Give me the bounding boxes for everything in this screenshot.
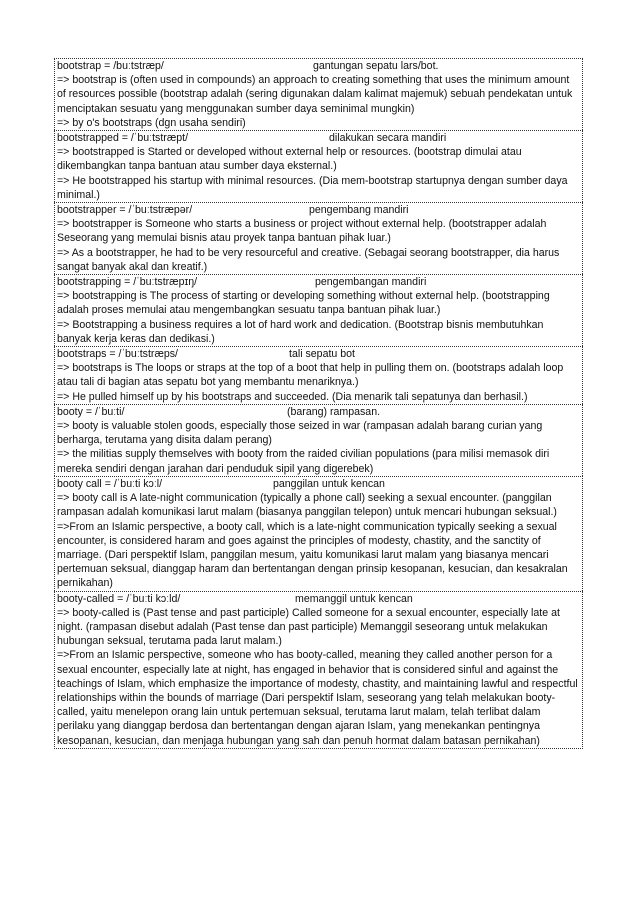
entry-term: booty call = /ˈbuːti kɔːl/ <box>57 477 163 490</box>
entry-booty-call <box>54 476 583 591</box>
entry-line: => He pulled himself up by his bootstraps and succeeded. (Dia menarik tali sepatunya dan berhasil.) <box>57 390 528 403</box>
entry-line: => booty call is A late-night communication (typically a phone call) seeking a sexual encounter. (panggilan rampasan adalah komunikasi larut malam (biasanya panggilan telepon) untuk mencari hubungan seksual.) <box>57 492 557 519</box>
entry-booty <box>54 404 583 476</box>
entry-line: => booty is valuable stolen goods, especially those seized in war (rampasan adalah barang curian yang berharga, terutama yang disita dalam perang) <box>57 420 543 447</box>
entry-header <box>57 203 580 217</box>
entry-bootstrapper <box>54 202 583 274</box>
entry-translation: panggilan untuk kencan <box>273 477 385 490</box>
entry-header <box>57 275 580 289</box>
entry-header <box>57 347 580 361</box>
entry-term: bootstrapping = /ˈbuːtstræpɪŋ/ <box>57 276 198 289</box>
entry-term: bootstrapper = /ˈbuːtstræpər/ <box>57 204 193 217</box>
entry-line: => Bootstrapping a business requires a lot of hard work and dedication. (Bootstrap bisnis membutuhkan banyak kerja keras dan dedikasi.) <box>57 318 544 345</box>
entry-line: => bootstraps is The loops or straps at the top of a boot that help in pulling them on. (bootstraps adalah loop atau tali di bagian atas sepatu bot yang membantu menariknya.) <box>57 362 564 389</box>
entry-line: =>From an Islamic perspective, someone who has booty-called, meaning they called another person for a sexual encounter, especially late at night, has engaged in behavior that is considered sinful and against the teachings of Islam, which emphasize the importance of modesty, chastity, and maintaining lawful and respectful relationships within the bounds of marriage (Dari perspektif Islam, seseorang yang telah melakukan booty-called, yaitu menelepon orang lain untuk pertemuan seksual, terutama larut malam, telah terlibat dalam perilaku yang dianggap berdosa dan bertentangan dengan ajaran Islam, yang menekankan pentingnya kesopanan, kesucian, dan menjaga hubungan yang sah dan penuh hormat dalam batasan pernikahan) <box>57 649 578 747</box>
entry-line: =>From an Islamic perspective, a booty call, which is a late-night communication typically seeking a sexual encounter, is considered haram and goes against the principles of modesty, chastity, and the sanctity of marriage. (Dari perspektif Islam, panggilan mesum, yaitu komunikasi larut malam yang biasanya mencari pertemuan seksual, dianggap haram dan bertentangan dengan prinsip kesopanan, kesucian, dan kesakralan pernikahan) <box>57 520 568 590</box>
entry-line: => bootstrapping is The process of starting or developing something without external help. (bootstrapping adalah proses memulai atau mengembangkan sesuatu tanpa bantuan pihak luar.) <box>57 290 550 317</box>
entry-bootstrap <box>54 58 583 130</box>
entry-translation: tali sepatu bot <box>289 348 355 361</box>
entry-translation: pengembangan mandiri <box>315 276 427 289</box>
entry-translation: (barang) rampasan. <box>287 405 381 418</box>
entry-line: => As a bootstrapper, he had to be very resourceful and creative. (Sebagai seorang bootstrapper, dia harus sangat banyak akal dan kreatif.) <box>57 246 560 273</box>
glossary-page <box>54 58 583 749</box>
entry-term: bootstrapped = /ˈbuːtstræpt/ <box>57 132 189 145</box>
entry-header <box>57 405 580 419</box>
entry-translation: dilakukan secara mandiri <box>329 132 447 145</box>
entry-line: => bootstrapped is Started or developed without external help or resources. (bootstrap dimulai atau dikembangkan tanpa bantuan atau sumber daya eksternal.) <box>57 146 522 173</box>
entry-term: bootstrap = /buːtstræp/ <box>57 60 164 72</box>
entry-booty-called <box>54 591 583 749</box>
entry-header <box>57 59 580 73</box>
entry-term: booty-called = /ˈbuːti kɔːld/ <box>57 592 181 605</box>
entry-line: => bootstrapper is Someone who starts a business or project without external help. (bootstrapper adalah Seseorang yang memulai bisnis atau proyek tanpa bantuan pihak luar.) <box>57 218 547 245</box>
entry-term: bootstraps = /ˈbuːtstræps/ <box>57 348 179 361</box>
entry-translation: pengembang mandiri <box>309 204 409 217</box>
entry-line: => booty-called is (Past tense and past participle) Called someone for a sexual encounter, especially late at night. (rampasan disebut adalah (Past tense dan past participle) Memanggil seseorang untuk melakukan hubungan seksual, terutama pada larut malam.) <box>57 606 560 648</box>
entry-translation: gantungan sepatu lars/bot. <box>313 60 439 72</box>
entry-bootstrapped <box>54 130 583 202</box>
entry-header <box>57 131 580 145</box>
entry-line: => by o's bootstraps (dgn usaha sendiri) <box>57 116 246 129</box>
entry-line: => bootstrap is (often used in compounds) an approach to creating something that uses the minimum amount of resources possible (bootstrap adalah (sering digunakan dalam kalimat majemuk) sebuah pendekatan untuk menciptakan sesuatu yang menggunakan sumber daya seminimal mungkin) <box>57 74 573 115</box>
entry-bootstrapping <box>54 274 583 346</box>
entry-translation: memanggil untuk kencan <box>295 592 413 605</box>
entry-header <box>57 477 580 491</box>
entry-header <box>57 592 580 606</box>
entry-line: => He bootstrapped his startup with minimal resources. (Dia mem-bootstrap startupnya dengan sumber daya minimal.) <box>57 174 568 201</box>
entry-bootstraps <box>54 346 583 404</box>
entry-line: => the militias supply themselves with booty from the raided civilian populations (para milisi memasok diri mereka sendiri dengan jarahan dari penduduk sipil yang digerebek) <box>57 448 550 475</box>
entry-term: booty = /ˈbuːti/ <box>57 405 125 418</box>
